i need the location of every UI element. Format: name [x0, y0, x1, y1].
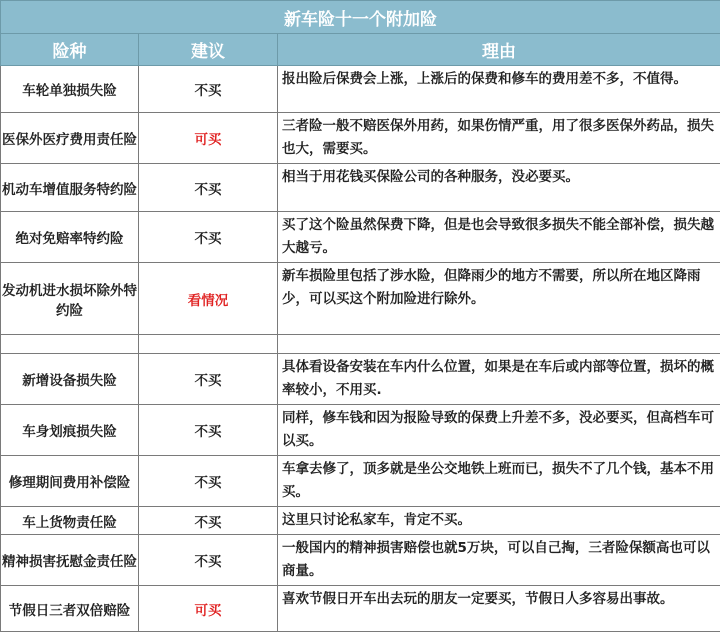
table-row: [1, 263, 720, 335]
advice-cell: 看情况: [139, 263, 278, 335]
advice-cell: 不买: [139, 507, 278, 535]
blank-cell: [139, 335, 278, 354]
insurance-name: 车身划痕损失险: [1, 405, 139, 456]
header-reason: 理由: [278, 34, 720, 66]
table-row: [1, 354, 720, 405]
advice-cell: 可买: [139, 586, 278, 632]
insurance-name: 节假日三者双倍赔险: [1, 586, 139, 632]
reason-cell: 同样，修车钱和因为报险导致的保费上升差不多，没必要买，但高档车可以买。: [278, 405, 720, 456]
table-row: [1, 405, 720, 456]
advice-cell: 不买: [139, 456, 278, 507]
blank-cell: [1, 335, 139, 354]
advice-cell: 不买: [139, 66, 278, 113]
reason-cell: 三者险一般不赔医保外用药，如果伤情严重，用了很多医保外药品，损失也大，需要买。: [278, 113, 720, 164]
reason-cell: 这里只讨论私家车，肯定不买。: [278, 507, 720, 535]
blank-row: [1, 335, 720, 354]
advice-cell: 不买: [139, 405, 278, 456]
table-row: [1, 507, 720, 535]
reason-cell: 相当于用花钱买保险公司的各种服务，没必要买。: [278, 164, 720, 212]
insurance-name: 车轮单独损失险: [1, 66, 139, 113]
advice-cell: 不买: [139, 212, 278, 263]
table-row: [1, 535, 720, 586]
header-advice: 建议: [139, 34, 278, 66]
table-row: [1, 164, 720, 212]
insurance-name: 医保外医疗费用责任险: [1, 113, 139, 164]
table-title: 新车险十一个附加险: [1, 1, 720, 34]
advice-cell: 不买: [139, 164, 278, 212]
reason-cell: 喜欢节假日开车出去玩的朋友一定要买，节假日人多容易出事故。: [278, 586, 720, 632]
insurance-name: 新增设备损失险: [1, 354, 139, 405]
insurance-name: 修理期间费用补偿险: [1, 456, 139, 507]
header-insurance-type: 险种: [1, 34, 139, 66]
reason-cell: 具体看设备安装在车内什么位置，如果是在车后或内部等位置，损坏的概率较小，不用买.: [278, 354, 720, 405]
reason-cell: 报出险后保费会上涨，上涨后的保费和修车的费用差不多，不值得。: [278, 66, 720, 113]
insurance-name: 精神损害抚慰金责任险: [1, 535, 139, 586]
table-row: [1, 586, 720, 632]
reason-cell: 新车损险里包括了涉水险，但降雨少的地方不需要，所以所在地区降雨少，可以买这个附加险进行除外。: [278, 263, 720, 335]
insurance-name: 车上货物责任险: [1, 507, 139, 535]
header-row: [1, 34, 720, 66]
insurance-name: 机动车增值服务特约险: [1, 164, 139, 212]
blank-cell: [278, 335, 720, 354]
reason-cell: 买了这个险虽然保费下降，但是也会导致很多损失不能全部补偿，损失越大越亏。: [278, 212, 720, 263]
advice-cell: 不买: [139, 354, 278, 405]
insurance-name: 绝对免赔率特约险: [1, 212, 139, 263]
table-row: [1, 66, 720, 113]
reason-cell: 一般国内的精神损害赔偿也就5万块，可以自己掏，三者险保额高也可以商量。: [278, 535, 720, 586]
table-row: [1, 113, 720, 164]
table-row: [1, 212, 720, 263]
reason-cell: 车拿去修了，顶多就是坐公交地铁上班而已，损失不了几个钱，基本不用买。: [278, 456, 720, 507]
table-row: [1, 456, 720, 507]
advice-cell: 可买: [139, 113, 278, 164]
insurance-name: 发动机进水损坏除外特约险: [1, 263, 139, 335]
advice-cell: 不买: [139, 535, 278, 586]
